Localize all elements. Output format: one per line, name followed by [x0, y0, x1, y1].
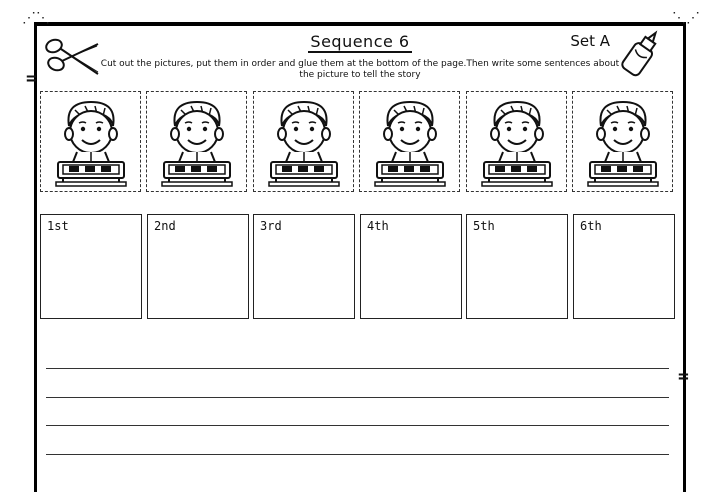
- picture-card[interactable]: [572, 91, 673, 192]
- answer-box-5[interactable]: [466, 214, 568, 319]
- box-label: 1st: [47, 219, 69, 233]
- answer-box-6[interactable]: [573, 214, 675, 319]
- picture-card[interactable]: [146, 91, 247, 192]
- answer-box-4[interactable]: [360, 214, 462, 319]
- header: [34, 32, 686, 54]
- border-tick-right: =: [678, 366, 689, 387]
- picture-card[interactable]: [40, 91, 141, 192]
- writing-line[interactable]: [46, 454, 669, 455]
- box-label: 3rd: [260, 219, 282, 233]
- writing-line[interactable]: [46, 397, 669, 398]
- boy-eating-cereal-illustration: [583, 96, 663, 188]
- writing-line[interactable]: [46, 425, 669, 426]
- answer-box-1[interactable]: [40, 214, 142, 319]
- box-label: 4th: [367, 219, 389, 233]
- box-label: 6th: [580, 219, 602, 233]
- set-label: Set A: [570, 32, 610, 50]
- box-label: 5th: [473, 219, 495, 233]
- picture-card[interactable]: [466, 91, 567, 192]
- instructions-text: Cut out the pictures, put them in order and glue them at the bottom of the page.Then write some sentences about the picture to tell the story: [100, 59, 620, 80]
- boy-eating-cereal-illustration: [157, 96, 237, 188]
- boy-eating-cereal-illustration: [51, 96, 131, 188]
- box-label: 2nd: [154, 219, 176, 233]
- picture-card[interactable]: [253, 91, 354, 192]
- answer-box-3[interactable]: [253, 214, 355, 319]
- border-tick-left: =: [26, 68, 37, 89]
- worksheet-title: Sequence 6: [310, 32, 410, 51]
- corner-doodle-right: ⋱⋰: [672, 10, 700, 26]
- answer-box-2[interactable]: [147, 214, 249, 319]
- boy-eating-cereal-illustration: [264, 96, 344, 188]
- picture-card[interactable]: [359, 91, 460, 192]
- writing-line[interactable]: [46, 368, 669, 369]
- boy-eating-cereal-illustration: [370, 96, 450, 188]
- boy-eating-cereal-illustration: [477, 96, 557, 188]
- corner-doodle-left: ⋰⋱: [22, 10, 50, 26]
